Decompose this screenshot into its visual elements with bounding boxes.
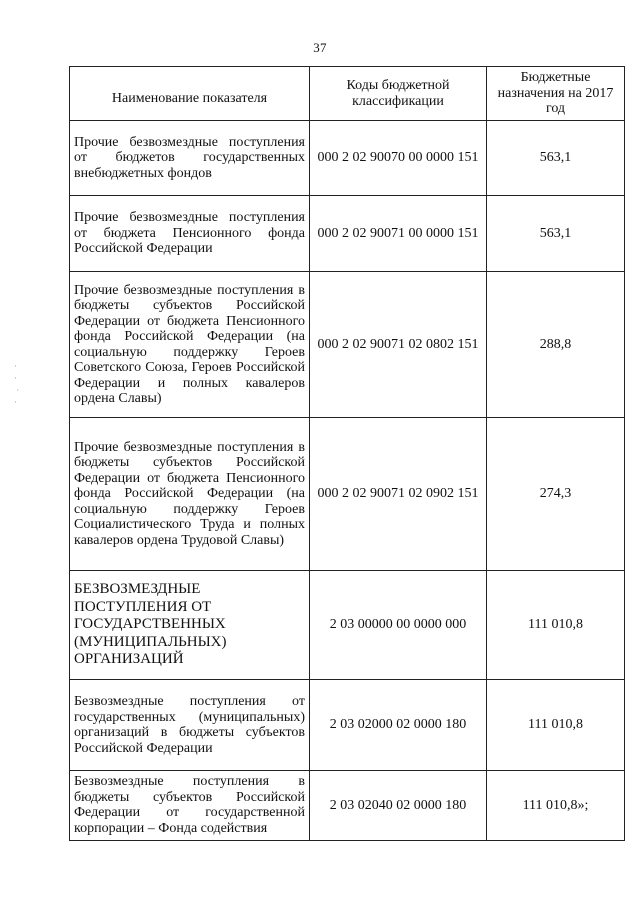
scan-margin-marks: · · · ·	[14, 361, 20, 407]
row-value: 111 010,8»;	[487, 771, 625, 841]
row-value: 563,1	[487, 196, 625, 272]
row-name: Прочие безвозмездные поступления в бюджеты субъектов Российской Федерации от бюджета Пенсионного фонда Российской Федерации (на социальную поддержку Героев Социалистического Труда и полных кавалеров ордена Трудовой Славы)	[70, 418, 310, 571]
row-code: 000 2 02 90071 02 0902 151	[310, 418, 487, 571]
row-name: БЕЗВОЗМЕЗДНЫЕ ПОСТУПЛЕНИЯ ОТ ГОСУДАРСТВЕННЫХ (МУНИЦИПАЛЬНЫХ) ОРГАНИЗАЦИЙ	[70, 571, 310, 680]
table-row	[70, 771, 625, 841]
header-indicator-name: Наименование показателя	[70, 67, 310, 121]
row-code: 2 03 02040 02 0000 180	[310, 771, 487, 841]
table-row	[70, 680, 625, 771]
row-code: 000 2 02 90071 00 0000 151	[310, 196, 487, 272]
row-code: 2 03 02000 02 0000 180	[310, 680, 487, 771]
table-header-row	[70, 67, 625, 121]
row-name: Прочие безвозмездные поступления в бюджеты субъектов Российской Федерации от бюджета Пенсионного фонда Российской Федерации (на социальную поддержку Героев Советского Союза, Героев Российской Федерации и полных кавалеров ордена Славы)	[70, 272, 310, 418]
row-value: 111 010,8	[487, 680, 625, 771]
row-code: 2 03 00000 00 0000 000	[310, 571, 487, 680]
row-value: 288,8	[487, 272, 625, 418]
row-name: Безвозмездные поступления от государственных (муниципальных) организаций в бюджеты субъектов Российской Федерации	[70, 680, 310, 771]
header-budget-value: Бюджетные назначения на 2017 год	[487, 67, 625, 121]
row-value: 274,3	[487, 418, 625, 571]
table-row	[70, 272, 625, 418]
table-row	[70, 571, 625, 680]
budget-table	[69, 66, 625, 841]
row-name: Прочие безвозмездные поступления от бюджета Пенсионного фонда Российской Федерации	[70, 196, 310, 272]
row-code: 000 2 02 90070 00 0000 151	[310, 121, 487, 196]
row-value: 111 010,8	[487, 571, 625, 680]
row-name: Безвозмездные поступления в бюджеты субъектов Российской Федерации от государственной корпорации – Фонда содействия	[70, 771, 310, 841]
table-row	[70, 418, 625, 571]
row-code: 000 2 02 90071 02 0802 151	[310, 272, 487, 418]
row-name: Прочие безвозмездные поступления от бюджетов государственных внебюджетных фондов	[70, 121, 310, 196]
table-row	[70, 121, 625, 196]
header-budget-code: Коды бюджетной классификации	[310, 67, 487, 121]
page-number: 37	[313, 40, 327, 55]
table-row	[70, 196, 625, 272]
row-value: 563,1	[487, 121, 625, 196]
